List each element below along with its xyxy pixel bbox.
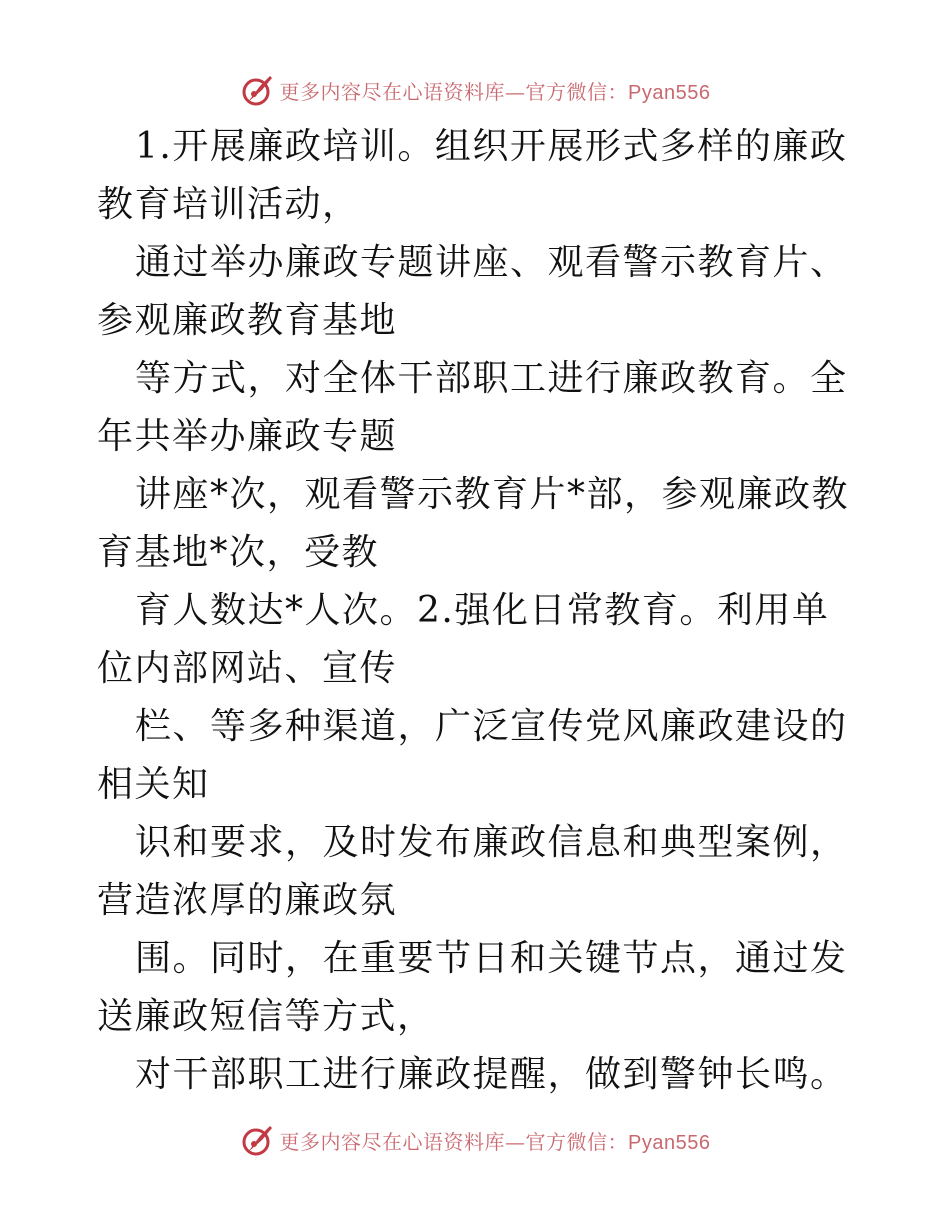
paragraph-7: 识和要求，及时发布廉政信息和典型案例，营造浓厚的廉政氛 bbox=[97, 822, 848, 921]
paragraph-5: 育人数达*人次。2.强化日常教育。利用单位内部网站、宣传 bbox=[97, 590, 830, 689]
paragraph-6: 栏、等多种渠道，广泛宣传党风廉政建设的相关知 bbox=[97, 706, 848, 805]
footer-banner-text bbox=[280, 1126, 711, 1155]
paragraph-9: 对干部职工进行廉政提醒，做到警钟长鸣。 bbox=[135, 1054, 848, 1095]
paragraph-2: 通过举办廉政专题讲座、观看警示教育片、参观廉政教育基地 bbox=[97, 242, 848, 341]
paragraph-1: 1.开展廉政培训。组织开展形式多样的廉政教育培训活动， bbox=[97, 126, 848, 225]
footer-banner-wechat-id: Pyan556 bbox=[628, 1131, 711, 1154]
paragraph-4: 讲座*次，观看警示教育片*部，参观廉政教育基地*次，受教 bbox=[97, 474, 850, 573]
header-banner-wechat-id: Pyan556 bbox=[628, 81, 711, 104]
footer-banner bbox=[0, 1120, 950, 1160]
header-banner-text bbox=[280, 76, 711, 105]
header-banner bbox=[0, 70, 950, 110]
quill-pen-logo-icon bbox=[240, 1122, 276, 1158]
footer-banner-cn: 更多内容尽在心语资料库—官方微信： bbox=[279, 1129, 629, 1154]
paragraph-3: 等方式，对全体干部职工进行廉政教育。全年共举办廉政专题 bbox=[97, 358, 848, 457]
quill-pen-logo-icon bbox=[240, 72, 276, 108]
document-body bbox=[97, 118, 857, 1104]
paragraph-8: 围。同时，在重要节日和关键节点，通过发送廉政短信等方式， bbox=[97, 938, 848, 1037]
header-banner-cn: 更多内容尽在心语资料库—官方微信： bbox=[279, 79, 629, 104]
